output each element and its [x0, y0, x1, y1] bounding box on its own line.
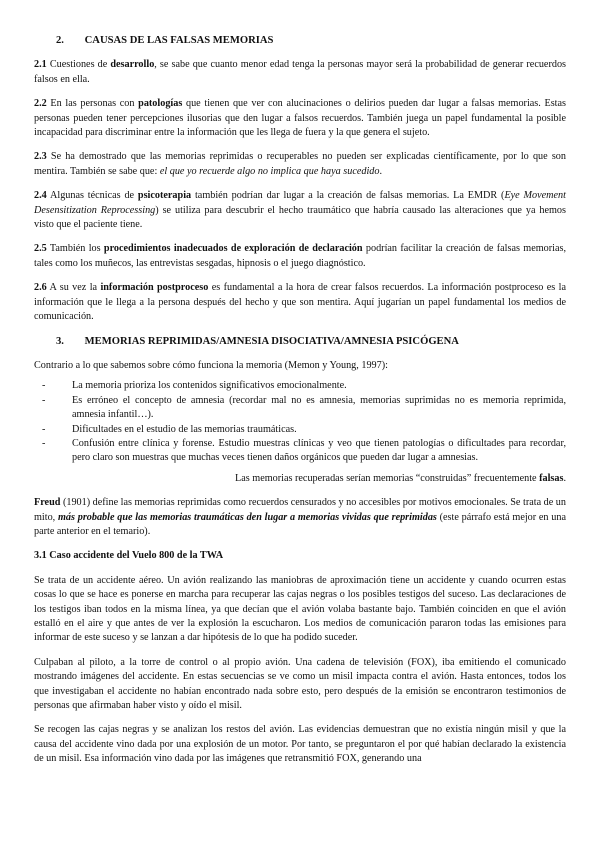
section-3-intro: Contrario a lo que sabemos sobre cómo funciona la memoria (Memon y Young, 1997):: [34, 359, 388, 371]
section-number: 2.: [56, 35, 64, 46]
freud-paragraph: Freud (1901) define las memorias reprimidas como recuerdos censurados y no accesibles por motivos emocionales. Se trata de un mito, más probable que las memorias traumáticas den lugar a memorias vividas que reprimidas (este párrafo está mejor en una parte anterior en el temario).: [34, 497, 566, 537]
section-2-heading: [34, 34, 566, 48]
paragraph-2-6: 2.6 A su vez la información postproceso es fundamental a la hora de crear falsos recuerdos. La información postproceso es la información que le llega a la persona después del hecho y que son mentira. Aquí jugarían un papel fundamental los medios de comunicación.: [34, 282, 567, 323]
case-paragraph-3: Se recogen las cajas negras y se analizan los restos del avión. Las evidencias demuestran que no existía ningún misil y que la causa del accidente vino dada por una explosión de un motor. Por tanto, se preguntaron el por qué habían declarado la existencia de un misil. Esa información vino dada por las imágenes que retransmitió FOX, generando una: [34, 724, 566, 765]
section-title: MEMORIAS REPRIMIDAS/AMNESIA DISOCIATIVA/AMNESIA PSICÓGENA: [84, 335, 459, 347]
case-paragraph-2: Culpaban al piloto, a la torre de control o al propio avión. Una cadena de televisión (FOX), iba emitiendo el comunicado mostrando imágenes del accidente. En estas secuencias se ve como un misil impacta contra el avión. Hasta entonces, todos los que investigaban el accidente no habían encontrado nada sobre esto, pero después de la emisión se encontraron testimonios de personas que afirmaban haber visto y oído el misil.: [34, 656, 566, 712]
section-title: CAUSAS DE LAS FALSAS MEMORIAS: [84, 35, 274, 46]
list-item: - La memoria prioriza los contenidos significativos emocionalmente.: [34, 379, 566, 393]
paragraph-2-4: 2.4 Algunas técnicas de psicoterapia también podrían dar lugar a la creación de falsas memorias. La EMDR (Eye Movement Desensitization Reprocessing) se utiliza para descubrir el hecho traumático que habría causado las alteraciones que ya hemos visto que el paciente tiene.: [34, 190, 566, 231]
case-paragraph-1: Se trata de un accidente aéreo. Un avión realizando las maniobras de aproximación tiene un accidente y cuando ocurren estas cosas lo que se hace es ponerse en marcha para recuperar las cajas negras o los posibles testigos del suceso. Las declaraciones de los testigos iban todos en la misma línea, ya que decían que el avión volaba bastante bajo. También coinciden en que el avión estalló en el aire y que antes de ver la explosión la escucharon. Los medios de comunicación pararon todas las emisiones para informar de este suceso y se lanzan a dar hipótesis de lo que ha podido suceder.: [34, 574, 566, 644]
list-item: - Dificultades en el estudio de las memorias traumáticas.: [34, 423, 566, 437]
paragraph-2-1: 2.1 Cuestiones de desarrollo, se sabe que cuanto menor edad tenga la personas mayor será la probabilidad de generar recuerdos falsos en ella.: [34, 59, 566, 85]
recovered-memories-note: Las memorias recuperadas serían memorias “construidas” frecuentemente falsas.: [235, 472, 566, 484]
bullet-list: [34, 379, 566, 465]
paragraph-2-5: 2.5 También los procedimientos inadecuados de exploración de declaración podrían facilitar la creación de falsas memorias, tales como los muñecos, las entrevistas sesgadas, hipnosis o el juego diagnóstico.: [34, 243, 567, 269]
section-3-heading: [34, 335, 566, 349]
paragraph-2-3: 2.3 Se ha demostrado que las memorias reprimidas o recuperables no pueden ser explicadas científicamente, por lo que son mentira. También se sabe que: el que yo recuerde algo no implica que haya sucedido.: [34, 151, 566, 177]
list-item: - Confusión entre clínica y forense. Estudio muestras clínicas y veo que tienen patologías o dificultades para recordar, pero claro son muestras que muchas veces tienen daños orgánicos que pueden dar lugar a amnesias.: [34, 437, 566, 466]
section-number: 3.: [56, 335, 64, 347]
subsection-3-1-heading: 3.1 Caso accidente del Vuelo 800 de la TWA: [34, 550, 224, 562]
list-item: - Es erróneo el concepto de amnesia (recordar mal no es amnesia, memorias suprimidas no es memoria reprimida, amnesia infantil…).: [34, 394, 566, 423]
paragraph-2-2: 2.2 En las personas con patologías que tienen que ver con alucinaciones o delirios pueden dar lugar a falsas memorias. Estas personas pueden tener percepciones ilusorias que den lugar a falsos recuerdos. También juega un papel fundamental la posible incapacidad para discriminar entre la información que les llega de fuera y la que genera el sujeto.: [34, 98, 566, 139]
